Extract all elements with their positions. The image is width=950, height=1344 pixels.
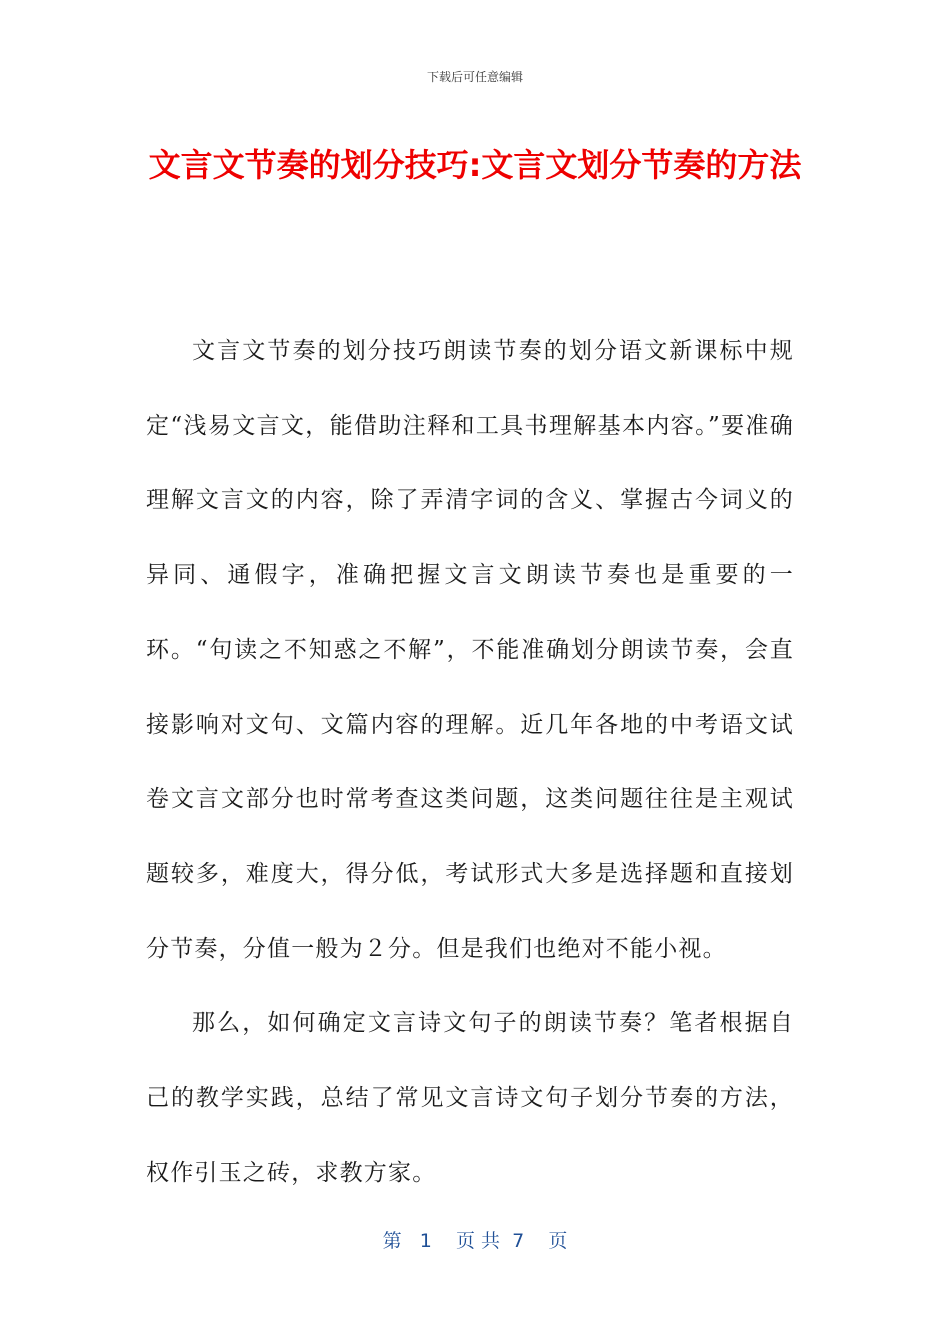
document-body	[146, 314, 794, 1210]
header-note: 下载后可任意编辑	[426, 70, 523, 84]
page-number-footer: 第 1 页 共 7 页	[382, 1230, 568, 1252]
paragraph-2: 那么，如何确定文言诗文句子的朗读节奏？笔者根据自己的教学实践，总结了常见文言诗文句子划分节奏的方法，权作引玉之砖，求教方家。	[146, 1010, 794, 1186]
paragraph-1: 文言文节奏的划分技巧朗读节奏的划分语文新课标中规定“浅易文言文，能借助注释和工具书理解基本内容。”要准确理解文言文的内容，除了弄清字词的含义、掌握古今词义的异同、通假字，准确把握文言文朗读节奏也是重要的一环。“句读之不知惑之不解”，不能准确划分朗读节奏，会直接影响对文句、文篇内容的理解。近几年各地的中考语文试卷文言文部分也时常考查这类问题，这类问题往往是主观试题较多，难度大，得分低，考试形式大多是选择题和直接划分节奏，分值一般为２分。但是我们也绝对不能小视。	[146, 338, 794, 962]
document-title: 文言文节奏的划分技巧:文言文划分节奏的方法	[148, 146, 802, 184]
